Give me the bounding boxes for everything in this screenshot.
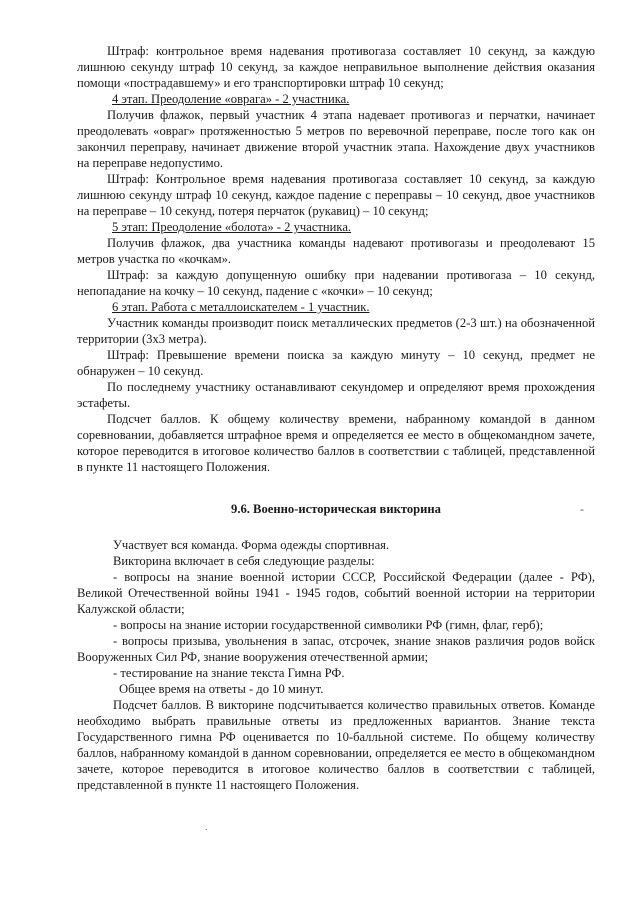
stage4-title: 4 этап. Преодоление «оврага» - 2 участника. [112, 92, 350, 106]
quiz-section-conscription: - вопросы призыва, увольнения в запас, отсрочек, знание знаков различия родов войск Вооруженных Сил РФ, знание вооружения отечественной армии; [77, 634, 595, 664]
relay-finish-paragraph: По последнему участнику останавливают секундомер и определяют время прохождения эстафеты. [77, 380, 595, 410]
stage6-penalty: Штраф: Превышение времени поиска за каждую минуту – 10 секунд, предмет не обнаружен – 10 секунд. [77, 348, 595, 378]
stage5-description: Получив флажок, два участника команды надевают противогазы и преодолевают 15 метров участка по «кочкам». [77, 236, 595, 266]
penalty-paragraph-stage3: Штраф: контрольное время надевания противогаза составляет 10 секунд, за каждую лишнюю секунду штраф 10 секунд, за каждое неправильное выполнение действия оказания помощи «пострадавшему» и его транспортировки штраф 10 секунд; [77, 44, 595, 90]
quiz-sections-intro: Викторина включает в себя следующие разделы: [113, 554, 375, 568]
quiz-time-limit: Общее время на ответы - до 10 минут. [119, 682, 324, 696]
quiz-section-symbols: - вопросы на знание истории государственной символики РФ (гимн, флаг, герб); [113, 618, 544, 632]
margin-dash-mark: - [580, 502, 584, 516]
quiz-section-anthem: - тестирование на знание текста Гимна РФ. [113, 666, 345, 680]
stage4-description: Получив флажок, первый участник 4 этапа надевает противогаз и перчатки, начинает преодолевать «овраг» протяженностью 5 метров по веревочной переправе, после того как он закончил переправу, начинает движение второй участник этапа. Нахождение двух участников на переправе недопустимо. [77, 108, 595, 170]
quiz-participants: Участвует вся команда. Форма одежды спортивная. [113, 538, 390, 552]
quiz-section-history: - вопросы на знание военной истории СССР, Российской Федерации (далее - РФ), Великой Отечественной войны 1941 - 1945 годов, событий военной истории на территории Калужской области; [77, 570, 595, 616]
section-heading: 9.6. Военно-историческая викторина [231, 502, 441, 516]
stage6-title: 6 этап. Работа с металлоискателем - 1 участник. [112, 300, 370, 314]
margin-dot-mark: . [205, 822, 208, 833]
stage6-description: Участник команды производит поиск металлических предметов (2-3 шт.) на обозначенной территории (3х3 метра). [77, 316, 595, 346]
stage5-penalty: Штраф: за каждую допущенную ошибку при надевании противогаза – 10 секунд, непопадание на кочку – 10 секунд, падение с «кочки» – 10 секунд; [77, 268, 595, 298]
stage4-penalty: Штраф: Контрольное время надевания противогаза составляет 10 секунд, за каждую лишнюю секунду штраф 10 секунд, каждое падение с переправы – 10 секунд, двое участников на переправе – 10 секунд, потеря перчаток (рукавиц) – 10 секунд; [77, 172, 595, 218]
stage5-title: 5 этап: Преодоление «болота» - 2 участника. [112, 220, 352, 234]
quiz-scoring-paragraph: Подсчет баллов. В викторине подсчитывается количество правильных ответов. Команде необходимо выбрать правильные ответы из предложенных вариантов. Знание текста Государственного гимна РФ оценивается по 10-балльной системе. По общему количеству баллов, набранному командой в данном соревновании, определяется ее место в общекомандном зачете, которое переводится в итоговое количество баллов в соответствии с таблицей, представленной в пункте 11 настоящего Положения. [77, 698, 595, 792]
relay-scoring-paragraph: Подсчет баллов. К общему количеству времени, набранному командой в данном соревновании, добавляется штрафное время и определяется ее место в общекомандном зачете, которое переводится в итоговое количество баллов в соответствии с таблицей, представленной в пункте 11 настоящего Положения. [77, 412, 595, 474]
